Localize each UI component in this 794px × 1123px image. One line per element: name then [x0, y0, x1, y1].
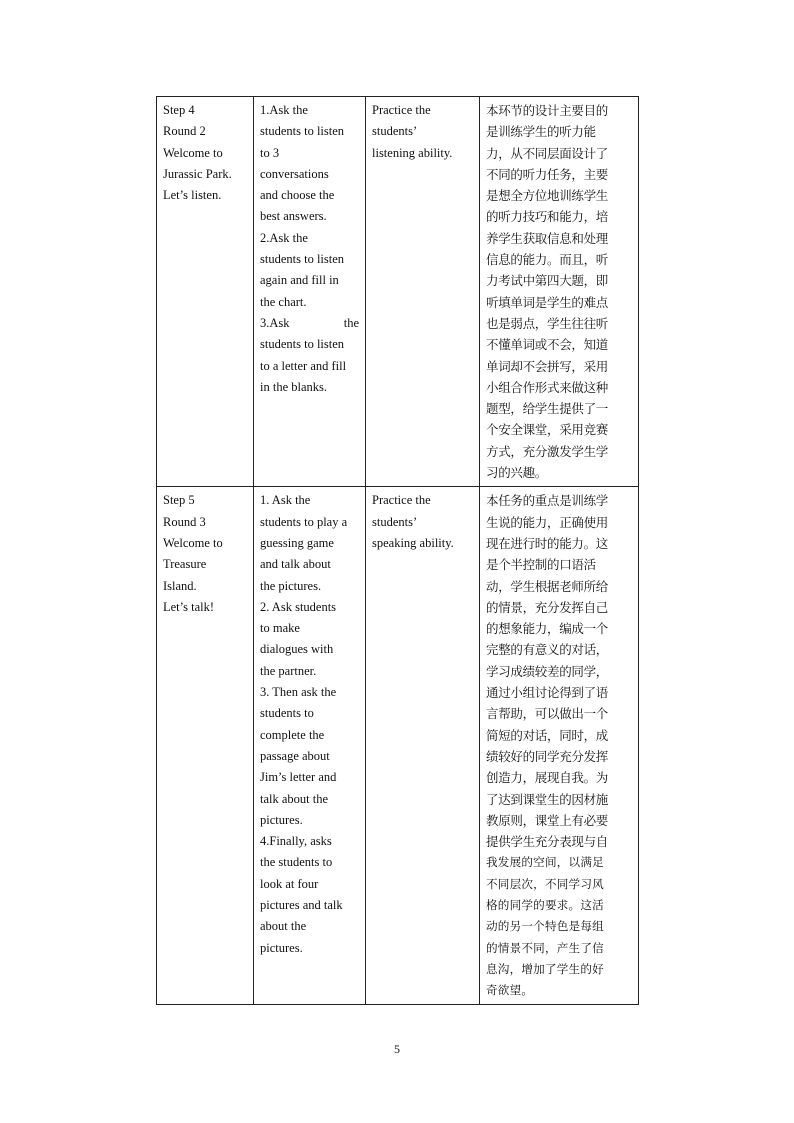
activity-line: the partner.	[260, 663, 317, 678]
notes-line: 习的兴趣。	[486, 465, 548, 481]
notes-line: 是想全方位地训练学生	[486, 188, 609, 204]
notes-line: 教原则，课堂上有必要	[486, 812, 609, 828]
activity-line: 2.Ask the	[260, 230, 308, 245]
activities-cell	[254, 487, 366, 1005]
activity-line: the pictures.	[260, 578, 322, 593]
activity-line: pictures.	[260, 940, 303, 955]
activity-line: talk about the	[260, 791, 329, 806]
notes-line: 学习成绩较差的同学，	[486, 663, 609, 679]
notes-cell	[480, 487, 639, 1005]
activity-line: and choose the	[260, 188, 335, 203]
notes-line: 养学生获取信息和处理	[486, 230, 609, 246]
activity-word: 3.Ask	[260, 315, 290, 330]
notes-line: 题型，给学生提供了一	[486, 401, 609, 417]
notes-line: 不同层次，不同学习风	[486, 876, 604, 891]
notes-line: 简短的对话，同时，成	[486, 727, 609, 743]
activity-line: complete the	[260, 727, 325, 742]
step-cell	[157, 97, 254, 487]
notes-line: 听填单词是学生的难点	[486, 294, 609, 310]
notes-line: 的听力技巧和能力，培	[486, 209, 609, 225]
notes-line: 奇欲望。	[486, 983, 534, 998]
page-number: 5	[394, 1042, 400, 1056]
notes-line: 的情景不同，产生了信	[486, 940, 604, 955]
activity-line: dialogues with	[260, 642, 334, 657]
activity-line: students to listen	[260, 337, 345, 352]
purpose-line: Practice the	[372, 493, 431, 508]
notes-line: 本任务的重点是训练学	[486, 493, 609, 509]
notes-line: 现在进行时的能力。这	[486, 535, 609, 551]
activity-line: conversations	[260, 166, 329, 181]
notes-line: 生说的能力，正确使用	[486, 514, 609, 530]
notes-line: 力考试中第四大题，即	[486, 273, 609, 289]
activity-line: Jim’s letter and	[260, 770, 337, 785]
purpose-line: students’	[372, 514, 418, 529]
activity-line: passage about	[260, 748, 330, 763]
activity-line: to a letter and fill	[260, 358, 347, 373]
notes-line: 息沟，增加了学生的好	[486, 961, 604, 976]
notes-line: 的想象能力，编成一个	[486, 621, 609, 637]
activity-line: students to	[260, 706, 314, 721]
purpose-line: students’	[372, 124, 418, 139]
notes-line: 完整的有意义的对话，	[486, 642, 609, 658]
notes-line: 绩较好的同学充分发挥	[486, 748, 609, 764]
notes-line: 个安全课堂，采用竞赛	[486, 422, 609, 438]
activity-line: 4.Finally, asks	[260, 834, 332, 849]
activity-line: 2. Ask students	[260, 599, 337, 614]
notes-line: 方式，充分激发学生学	[486, 443, 609, 459]
activity-line: to 3	[260, 145, 280, 160]
activity-line: pictures and talk	[260, 897, 343, 912]
notes-line: 力，从不同层面设计了	[486, 145, 609, 161]
activity-line: students to play a	[260, 514, 348, 529]
activity-line: to make	[260, 621, 300, 636]
activity-line: guessing game	[260, 535, 334, 550]
purpose-cell	[366, 97, 480, 487]
notes-line: 是训练学生的听力能	[486, 124, 596, 140]
lesson-plan-table	[156, 96, 639, 1005]
notes-line: 言帮助，可以做出一个	[486, 706, 609, 722]
step-line: Round 2	[163, 124, 206, 139]
notes-line: 动，学生根据老师所给	[486, 578, 609, 594]
notes-line: 通过小组讨论得到了语	[486, 685, 609, 701]
activity-line: 1. Ask the	[260, 493, 311, 508]
activity-line: students to listen	[260, 124, 345, 139]
purpose-cell	[366, 487, 480, 1005]
activity-line: 1.Ask the	[260, 103, 308, 117]
notes-line: 不懂单词或不会，知道	[486, 337, 609, 353]
step-line: Step 4	[163, 103, 195, 117]
activities-cell	[254, 97, 366, 487]
notes-line: 动的另一个特色是每组	[486, 919, 604, 934]
purpose-line: listening ability.	[372, 145, 453, 160]
activity-line: students to listen	[260, 252, 345, 267]
notes-line: 不同的听力任务，主要	[486, 166, 609, 182]
notes-line: 了达到课堂生的因材施	[486, 791, 609, 807]
activity-line: about the	[260, 919, 307, 934]
notes-line: 本环节的设计主要目的	[486, 103, 609, 118]
notes-line: 格的同学的要求。这活	[486, 897, 604, 912]
activity-line: best answers.	[260, 209, 327, 224]
purpose-line: speaking ability.	[372, 535, 454, 550]
purpose-line: Practice the	[372, 103, 431, 117]
table-row-step-5	[157, 487, 639, 1005]
activity-line: the students to	[260, 855, 333, 870]
step-line: Welcome to	[163, 145, 223, 160]
step-line: Step 5	[163, 493, 195, 508]
step-line: Let’s listen.	[163, 188, 222, 203]
step-line: Island.	[163, 578, 197, 593]
table-row-step-4	[157, 97, 639, 487]
notes-line: 也是弱点，学生往往听	[486, 315, 609, 331]
activity-line: pictures.	[260, 812, 303, 827]
notes-line: 创造力，展现自我。为	[486, 770, 609, 786]
activity-line: look at four	[260, 876, 319, 891]
step-line: Welcome to	[163, 535, 223, 550]
activity-line: in the blanks.	[260, 379, 328, 394]
notes-cell	[480, 97, 639, 487]
step-line: Treasure	[163, 557, 207, 572]
notes-line: 小组合作形式来做这种	[486, 379, 609, 395]
activity-line: again and fill in	[260, 273, 339, 288]
notes-line: 是个半控制的口语活	[486, 557, 596, 573]
notes-line: 单词却不会拼写，采用	[486, 358, 609, 374]
notes-line: 信息的能力。而且，听	[486, 252, 609, 268]
activity-line: the chart.	[260, 294, 307, 309]
activity-line-justified	[260, 313, 359, 334]
activity-line: and talk about	[260, 557, 331, 572]
notes-line: 提供学生充分表现与自	[486, 834, 609, 850]
step-line: Jurassic Park.	[163, 166, 232, 181]
step-line: Let’s talk!	[163, 599, 215, 614]
notes-line: 的情景，充分发挥自己	[486, 599, 609, 615]
notes-line: 我发展的空间，以满足	[486, 855, 604, 870]
activity-line: 3. Then ask the	[260, 685, 337, 700]
step-line: Round 3	[163, 514, 206, 529]
step-cell	[157, 487, 254, 1005]
activity-word: the	[343, 315, 359, 330]
